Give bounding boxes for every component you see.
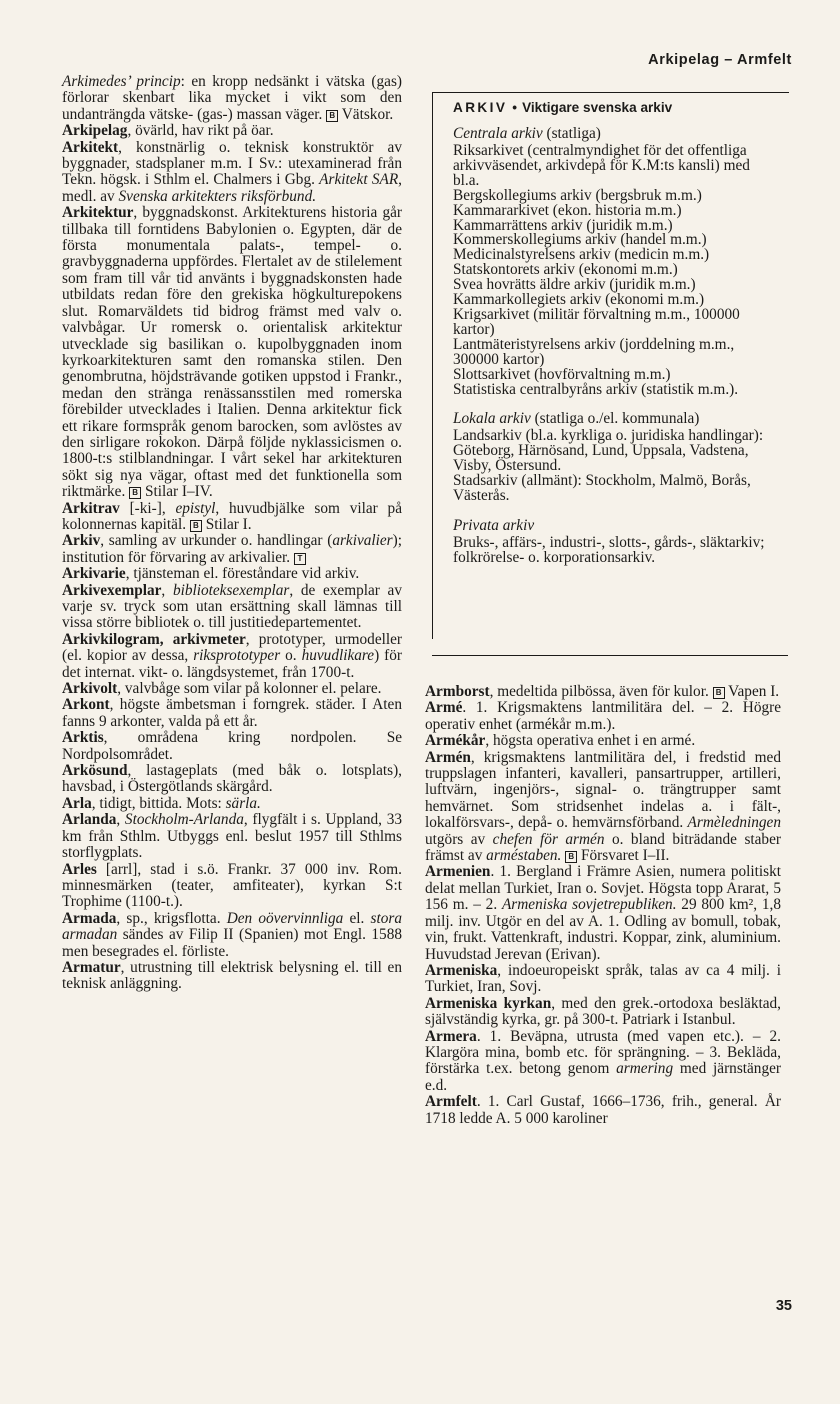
- entry-headword: Armada: [62, 909, 117, 927]
- entry-text: , byggnadskonst. Arkitekturens historia går tillbaka till forntidens Babylonien o. Egypten, där de första monumentala palats-, tempel- o. gravbyggnaderna uppfördes. Flertalet av de stilelement som fram till vår tid använts i byggnadskonsten hade utbildats redan före den grekiska högkulturepokens slut. Romarväldets tid bidrog främst med valv o. valvbågar. Ur romersk o. orientalisk arkitektur utvecklade sig basilikan o. kupolbyggnaden inom kyrkoarkitekturen samt den romanska stilen. Den genombrutna, höjdsträvande gotiken uppstod i Frankr., medan den stränga renässansstilen med romerska förebilder utvecklades i Italien. Denna arkitektur fick ett rikare formspråk genom barocken, som avlöstes av den sirligare rokokon. Därpå följde nyklassicismen o. 1800-t:s stilblandningar. I vårt sekel har arkitekturen sökt sig nya vägar, oftast med det funktionella som riktmärke.: [62, 204, 402, 501]
- entry-text: sändes av Filip II (Spanien) mot Engl. 1588 men besegrades el. förliste.: [62, 926, 402, 960]
- section-heading-text: Centrala arkiv: [453, 125, 543, 142]
- entry-headword: Armera: [425, 1027, 477, 1045]
- archive-item: Kammarkollegiets arkiv (ekonomi m.m.): [453, 291, 705, 309]
- archive-item: Kammarrättens arkiv (juridik m.m.): [453, 216, 673, 234]
- dictionary-entry: [425, 750, 781, 865]
- dictionary-entry: [62, 763, 402, 796]
- entry-italic-text: huvudlikare: [301, 647, 375, 665]
- entry-italic-text: stora armadan: [62, 909, 402, 944]
- dictionary-entry: [425, 864, 781, 962]
- dictionary-entry: [62, 812, 402, 861]
- entry-text: Stilar I.: [201, 515, 252, 533]
- entry-headword: Arkitekt: [62, 138, 119, 156]
- entry-italic-text: Armèledningen: [687, 814, 781, 832]
- entry-italic-text: riksprototyper: [193, 647, 281, 665]
- entry-text: o.: [280, 647, 302, 665]
- sidebar-box-title: [453, 100, 775, 115]
- entry-headword: Armékår: [425, 732, 486, 750]
- entry-text: . 1. Krigsmaktens lantmilitära del. – 2. Högre operativ enhet (armékår m.m.).: [425, 699, 781, 733]
- archive-item: Medicinalstyrelsens arkiv (medicin m.m.): [453, 246, 710, 264]
- entry-text: , tjänsteman el. föreståndare vid arkiv.: [125, 565, 360, 583]
- entry-headword: Arkipelag: [62, 122, 128, 140]
- dictionary-entry: [62, 583, 402, 632]
- entry-italic-text: Arkitekt SAR: [319, 171, 399, 189]
- archive-item: Bruks-, affärs-, industri-, slotts-, gårds-, släktarkiv; folkrörelse- o. korporationsarkiv.: [453, 533, 765, 566]
- entry-text: , de exemplar av varje sv. tryck som utan ersättning skall lämnas till vissa större bibliotek o. till justitiedepartementet.: [62, 581, 402, 632]
- entry-text: , med den grek.-ortodoxa besläktad, självständig kyrka, gr. på 300-t. Patriark i Istanbul.: [425, 994, 782, 1029]
- entry-headword: Arlanda: [62, 811, 117, 829]
- entry-italic-text: arkivalier: [332, 532, 393, 550]
- entry-headword: Armenien: [425, 863, 491, 881]
- entry-italic-text: epistyl: [175, 499, 216, 517]
- dictionary-entry: [62, 730, 402, 763]
- entry-headword: Armatur: [62, 958, 121, 976]
- entry-italic-text: Stockholm-Arlanda: [124, 811, 244, 829]
- entry-text: ,: [161, 581, 173, 599]
- archive-item: Statistiska centralbyråns arkiv (statistik m.m.).: [453, 380, 739, 398]
- entry-text: ) för det internat. vikt- o. längdsystemet, från 1700-t.: [62, 647, 402, 681]
- entry-text: . 1. Carl Gustaf, 1666–1736, frih., general. År 1718 ledde A. 5 000 karoliner: [425, 1093, 781, 1127]
- dictionary-entry: [425, 733, 781, 749]
- dictionary-entry: [425, 1029, 781, 1095]
- entry-text: , samling av urkunder o. handlingar (: [100, 532, 333, 550]
- archive-item: Lantmäteristyrelsens arkiv (jorddelning m.m., 300000 kartor): [453, 335, 735, 368]
- entry-text: , områdena kring nordpolen. Se Nordpolsområdet.: [62, 729, 402, 763]
- page-number: 35: [775, 1298, 792, 1314]
- entry-headword: Arkivkilogram, arkivmeter: [62, 630, 246, 648]
- entry-italic-text: Svenska arkitekters riksförbund.: [118, 187, 317, 205]
- entry-text: . 1. Beväpna, utrusta (med vapen etc.). – 2. Klargöra mina, bomb etc. för sprängning. – 3. Bekläda, förstärka t.ex. betong genom: [425, 1027, 781, 1078]
- entry-headword: Armé: [425, 699, 463, 717]
- entry-text: utgörs av: [425, 830, 493, 848]
- dictionary-entry: [62, 123, 402, 139]
- entry-text: , flygfält i s. Uppland, 33 km från Sthlm. Utbyggs enl. beslut 1957 till Sthlms storflygplats.: [62, 811, 402, 862]
- sidebar-box-bottom-rule: [432, 655, 788, 656]
- entry-headword: Arles: [62, 860, 97, 878]
- dictionary-entry: [62, 74, 402, 123]
- archive-item: Krigsarkivet (militär förvaltning m.m., 100000 kartor): [453, 305, 740, 338]
- entry-text: . 1. Bergland i Främre Asien, numera politiskt delat mellan Turkiet, Iran o. Sovjet. Högsta topp Ararat, 5 156 m. – 2.: [425, 863, 781, 914]
- dictionary-entry: [62, 911, 402, 960]
- picture-ref-icon: B: [565, 851, 577, 863]
- entry-text: Vätskor.: [338, 105, 394, 123]
- entry-italic-text: armering: [616, 1060, 674, 1078]
- entry-italic-text: Den oövervinnliga: [226, 909, 344, 927]
- entry-text: , övärld, hav rikt på öar.: [127, 122, 274, 140]
- entry-headword: Armeniska: [425, 961, 498, 979]
- entry-headword: Arkivarie: [62, 565, 126, 583]
- dictionary-entry: [62, 501, 402, 534]
- entry-text: ); institution för förvaring av arkivalier.: [62, 532, 402, 566]
- dictionary-entry: [62, 140, 402, 206]
- entry-headword: Arkösund: [62, 762, 128, 780]
- entry-text: , indoeuropeiskt språk, talas av ca 4 milj. i Turkiet, Iran, Sovj.: [425, 961, 781, 996]
- archive-item: Riksarkivet (centralmyndighet för det offentliga arkivväsendet, arkivdepå för K.M:ts kansli) med bl.a.: [453, 142, 750, 189]
- entry-italic-text: arméstaben.: [486, 847, 562, 865]
- dictionary-entry: [62, 697, 402, 730]
- section-heading-text: Privata arkiv: [453, 516, 535, 534]
- archive-item: Svea hovrätts äldre arkiv (juridik m.m.): [453, 276, 696, 294]
- entry-text: med järnstänger e.d.: [425, 1060, 781, 1094]
- entry-text: , högsta operativa enhet i en armé.: [485, 732, 696, 750]
- entry-text: el.: [343, 909, 371, 927]
- entry-text: , utrustning till elektrisk belysning el. till en teknisk anläggning.: [62, 958, 402, 993]
- archive-item: Kommerskollegiums arkiv (handel m.m.): [453, 231, 707, 249]
- entry-italic-text: Arkimedes’ princip: [62, 73, 181, 90]
- archive-item: Bergskollegiums arkiv (bergsbruk m.m.): [453, 186, 702, 204]
- section-qualifier: (statliga): [542, 125, 601, 142]
- archive-item: Slottsarkivet (hovförvaltning m.m.): [453, 365, 671, 383]
- entry-headword: Arkitektur: [62, 204, 134, 222]
- archive-section-heading: [453, 410, 775, 427]
- entry-italic-text: Armeniska sovjetrepubliken.: [501, 896, 677, 914]
- sidebar-box-title-lead: ARKIV: [453, 100, 508, 115]
- left-column: [62, 74, 402, 993]
- entry-text: , tidigt, bittida. Mots:: [91, 794, 226, 812]
- bullet-dot: •: [512, 100, 518, 115]
- sidebar-box-content: [453, 100, 775, 566]
- entry-headword: Arkitrav: [62, 499, 120, 517]
- entry-headword: Armborst: [425, 683, 490, 700]
- dictionary-entry: [425, 963, 781, 996]
- entry-headword: Armén: [425, 748, 471, 766]
- archive-section-heading: [453, 517, 775, 534]
- dictionary-entry: [62, 533, 402, 566]
- entry-italic-text: biblioteksexemplar: [172, 581, 290, 599]
- archive-item: Statskontorets arkiv (ekonomi m.m.): [453, 261, 678, 279]
- entry-text: : en kropp nedsänkt i vätska (gas) förlorar skenbart lika mycket i vikt som den undanträngda vätske- (gas-) massan väger.: [62, 73, 402, 123]
- entry-headword: Arkiv: [62, 532, 101, 550]
- entry-headword: Armeniska kyrkan: [425, 994, 552, 1012]
- sidebar-box-title-rest: Viktigare svenska arkiv: [522, 100, 673, 115]
- dictionary-entry: [425, 700, 781, 733]
- archive-section-heading: [453, 125, 775, 142]
- entry-headword: Armfelt: [425, 1093, 477, 1111]
- archive-item: Landsarkiv (bl.a. kyrkliga o. juridiska handlingar): Göteborg, Härnösand, Lund, Uppsala, Vadstena, Visby, Östersund.: [453, 427, 764, 475]
- entry-text: , konstnärlig o. teknisk konstruktör av byggnader, stadsplaner m.m. I Sv.: utexaminerad från Tekn. högsk. i Sthlm el. Chalmers i Gbg.: [62, 138, 402, 189]
- dictionary-entry: [62, 205, 402, 500]
- entry-text: 29 800 km², 1,8 milj. inv. Utgör en del av A. 1. Odling av bomull, tobak, vin, frukt. Vattenkraft, industri. Koppar, zink, aluminium. Huvudstad Jerevan (Erivan).: [425, 896, 781, 963]
- entry-italic-text: särla.: [225, 794, 261, 812]
- archive-item: Kammararkivet (ekon. historia m.m.): [453, 201, 682, 219]
- dictionary-entry: [425, 684, 781, 700]
- entry-headword: Arkivolt: [62, 680, 118, 698]
- dictionary-entry: [62, 681, 402, 697]
- picture-ref-icon: B: [713, 687, 725, 699]
- entry-text: , medl. av: [62, 171, 402, 205]
- entry-text: Försvaret I–II.: [577, 847, 670, 865]
- entry-text: , högste ämbetsman i forngrek. städer. I Aten fanns 9 arkonter, valda på ett år.: [62, 696, 402, 730]
- section-heading-text: Lokala arkiv: [453, 410, 531, 428]
- right-column: [425, 684, 781, 1127]
- entry-text: [arrl], stad i s.ö. Frankr. 37 000 inv. Rom. minnesmärken (teater, amfiteater), kyrkan S:t Trophime (1100-t.).: [62, 860, 402, 911]
- dictionary-entry: [62, 796, 402, 812]
- dictionary-entry: [62, 862, 402, 911]
- picture-ref-icon: B: [129, 487, 141, 499]
- entry-text: [-ki-],: [119, 499, 176, 517]
- section-qualifier: (statliga o./el. kommunala): [530, 410, 700, 428]
- dictionary-entry: [62, 566, 402, 582]
- entry-text: , valvbåge som vilar på kolonner el. pelare.: [117, 680, 382, 698]
- entry-text: , prototyper, urmodeller (el. kopior av dessa,: [62, 630, 402, 665]
- entry-text: , huvudbjälke som vilar på kolonnernas kapitäl.: [62, 499, 402, 533]
- picture-ref-icon: T: [294, 553, 306, 565]
- dictionary-entry: [62, 632, 402, 681]
- picture-ref-icon: B: [190, 520, 202, 532]
- archive-item: Stadsarkiv (allmänt): Stockholm, Malmö, Borås, Västerås.: [453, 472, 751, 505]
- entry-text: ,: [116, 811, 125, 829]
- entry-text: , lastageplats (med båk o. lotsplats), havsbad, i Östergötlands skärgård.: [62, 762, 402, 796]
- picture-ref-icon: B: [326, 110, 338, 122]
- entry-headword: Arla: [62, 794, 92, 812]
- running-head: Arkipelag – Armfelt: [648, 52, 792, 68]
- entry-text: , sp., krigsflotta.: [116, 909, 227, 927]
- dictionary-entry: [425, 996, 781, 1029]
- entry-headword: Arktis: [62, 729, 104, 747]
- dictionary-entry: [62, 960, 402, 993]
- entry-text: o. bland biträdande staber främst av: [425, 830, 781, 865]
- entry-text: , krigsmaktens lantmilitära del, i fredstid med truppslagen infanteri, kavalleri, pansartrupper, artilleri, luftvärn, ingenjörs-, signal- o. trängtrupper samt hemvärnet. Som stridsenhet indelas a. i fält-, lokalförsvars-, depå- o. hemvärnsförband.: [425, 748, 781, 832]
- dictionary-entry: [425, 1094, 781, 1127]
- entry-headword: Arkivexemplar: [62, 581, 162, 599]
- entry-text: Vapen I.: [724, 683, 780, 700]
- entry-text: Stilar I–IV.: [141, 483, 213, 501]
- entry-italic-text: chefen för armén: [492, 830, 605, 848]
- entry-headword: Arkont: [62, 696, 110, 714]
- sidebar-box: [432, 92, 789, 639]
- entry-text: , medeltida pilbössa, även för kulor.: [489, 683, 713, 700]
